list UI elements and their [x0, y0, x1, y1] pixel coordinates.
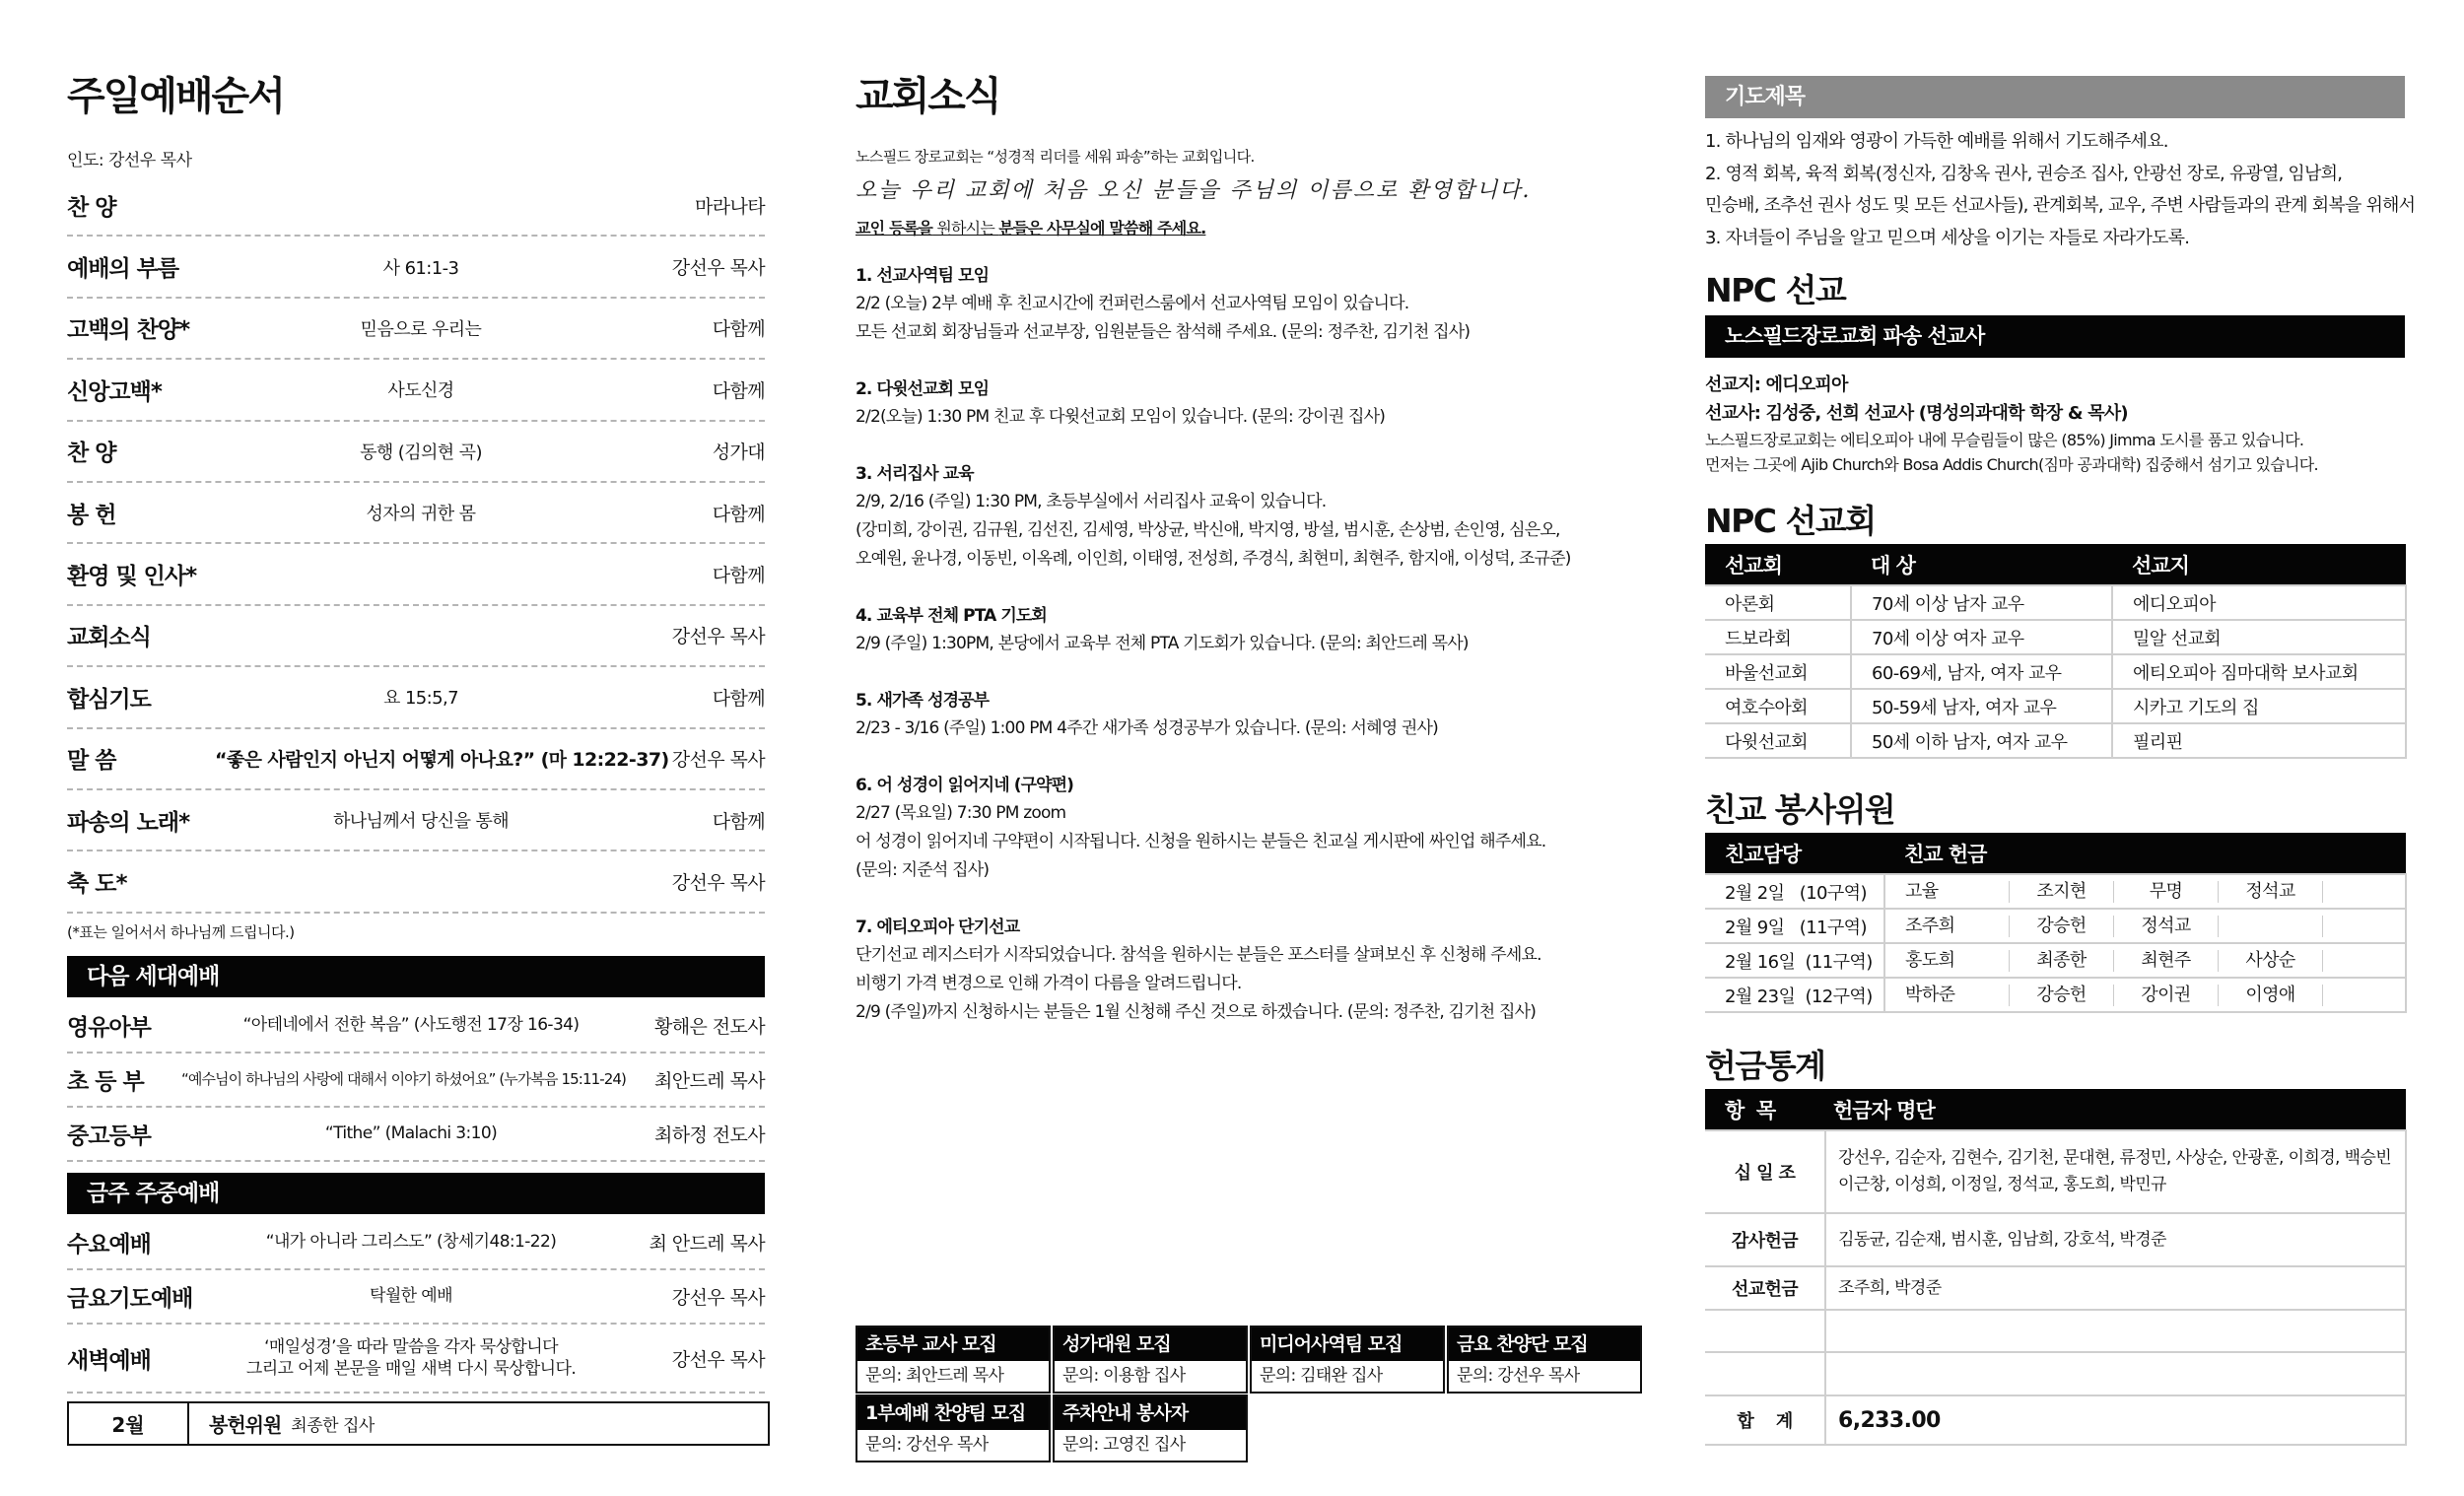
- register-part: 분들은 사무실에 말씀해 주세요.: [998, 219, 1206, 238]
- worship-item-leader: 강선우 목사: [671, 871, 765, 894]
- table-row: [1705, 874, 2406, 909]
- cell: 50-59세 남자, 여자 교우: [1851, 689, 2112, 723]
- cell: 60-69세, 남자, 여자 교우: [1851, 654, 2112, 689]
- recruit-card: [1053, 1394, 1248, 1462]
- fellowship-names: [1884, 874, 2406, 909]
- table-header-row: [1705, 1089, 2406, 1130]
- register-part: 원하시는: [932, 219, 999, 238]
- recruit-contact: 문의: 이용함 집사: [1062, 1366, 1186, 1386]
- cell: 다윗선교회: [1705, 723, 1851, 758]
- worship-item-sermon: [67, 729, 765, 790]
- recruit-contact: 문의: 강선우 목사: [1457, 1366, 1580, 1386]
- worship-item: [67, 606, 765, 667]
- offering-names: 조주희, 박경준: [1825, 1266, 2406, 1310]
- worship-order-list: [67, 175, 765, 914]
- worship-item-leader: 다함께: [712, 318, 765, 341]
- news-item-line: 비행기 가격 변경으로 인해 가격이 다름을 알려드립니다.: [856, 974, 1242, 993]
- name: 최종한: [2010, 950, 2114, 972]
- news-item-line: 2/2(오늘) 1:30 PM 친교 후 다윗선교회 모임이 있습니다. (문의: 강이권 집사): [856, 407, 1386, 427]
- service-desc-line: 그리고 어제 본문을 매일 새벽 다시 묵상합니다.: [245, 1359, 577, 1379]
- name: 최현주: [2114, 950, 2219, 972]
- table-row: [1705, 978, 2406, 1012]
- news-item-line: 단기선교 레지스터가 시작되었습니다. 참석을 원하시는 분들은 포스터를 살펴보신 후 신청해 주세요.: [856, 945, 1541, 965]
- recruit-title: 미디어사역팀 모집: [1252, 1327, 1443, 1361]
- cell: 에디오피아: [2112, 585, 2406, 620]
- name: 조주희: [1905, 916, 2010, 937]
- prayer-header: 기도제목: [1705, 76, 2405, 118]
- news-item-line: 2/27 (목요일) 7:30 PM zoom: [856, 803, 1066, 823]
- worship-item: [67, 360, 765, 421]
- worship-item-leader: 다함께: [712, 810, 765, 833]
- prayer-list: [1705, 126, 2415, 254]
- news-item-line: 오예원, 윤나경, 이동빈, 이옥례, 이인희, 이태영, 전성희, 주경식, 최현미, 최현주, 함지애, 이성덕, 조규준): [856, 549, 1571, 569]
- news-item: [856, 375, 1644, 432]
- worship-item-title: 예배의 부름: [67, 256, 179, 283]
- next-gen-header: 다음 세대예배: [67, 956, 765, 997]
- table-row: [1705, 909, 2406, 943]
- table-row: [1705, 1213, 2406, 1266]
- news-item-line: 모든 선교회 회장님들과 선교부장, 임원분들은 참석해 주세요. (문의: 정주찬, 김기천 집사): [856, 322, 1471, 342]
- table-header-row: [1705, 833, 2406, 874]
- col-header: 선교회: [1705, 544, 1851, 585]
- name: 조지현: [2010, 881, 2114, 903]
- worship-item-title: 말 씀: [67, 748, 116, 775]
- name: 정석교: [2219, 881, 2323, 903]
- news-item-line: 어 성경이 읽어지네 구약편이 시작됩니다. 신청을 원하시는 분들은 친교실 게시판에 싸인업 해주세요.: [856, 832, 1546, 851]
- offering-title: 헌금통계: [1705, 1047, 1825, 1085]
- worship-item-leader: 강선우 목사: [671, 257, 765, 280]
- table-row: [1705, 585, 2406, 620]
- news-item-line: 2/9, 2/16 (주일) 1:30 PM, 초등부실에서 서리집사 교육이 있습니다.: [856, 492, 1327, 511]
- offering-type: [1705, 1310, 1825, 1352]
- news-item: [856, 687, 1644, 743]
- worship-item-title: 환영 및 인사*: [67, 564, 197, 590]
- news-item-title: 2. 다윗선교회 모임: [856, 379, 990, 399]
- table-row: [1705, 1130, 2406, 1213]
- npc-groups-table: [1705, 544, 2407, 759]
- fellowship-table: [1705, 833, 2407, 1013]
- news-item: [856, 262, 1644, 347]
- dept-sermon: “아테네에서 전한 복음” (사도행전 17장 16-34): [242, 1015, 580, 1036]
- worship-item-title: 찬 양: [67, 441, 116, 467]
- church-news-title: 교회소식: [856, 74, 1000, 119]
- recruit-title: 주차안내 봉사자: [1055, 1396, 1246, 1430]
- worship-item: [67, 422, 765, 483]
- worship-item-detail: 하나님께서 당신을 통해: [332, 811, 510, 833]
- worship-item-detail: 성자의 귀한 몸: [366, 504, 476, 525]
- table-row: [1705, 654, 2406, 689]
- news-item-line: 2/9 (주일) 1:30PM, 본당에서 교육부 전체 PTA 기도회가 있습니다. (문의: 최안드레 목사): [856, 634, 1469, 653]
- service-description: [195, 1336, 627, 1380]
- worship-item-leader: 다함께: [712, 687, 765, 710]
- recruit-contact: 문의: 고영진 집사: [1062, 1435, 1186, 1455]
- worship-item-detail: 사 61:1-3: [382, 257, 459, 279]
- worship-item-title: 파송의 노래*: [67, 809, 190, 836]
- col-header: 선교지: [2112, 544, 2406, 585]
- cell: 필리핀: [2112, 723, 2406, 758]
- name: 강이권: [2114, 985, 2219, 1006]
- news-item: [856, 602, 1644, 658]
- table-row: [1705, 689, 2406, 723]
- worship-item-detail: 믿음으로 우리는: [360, 318, 482, 340]
- dept-title: 영유아부: [67, 1015, 151, 1041]
- cell: 밀알 선교회: [2112, 620, 2406, 654]
- mission-info: [1705, 371, 2415, 477]
- service-desc-line: ‘매일성경’을 따라 말씀을 각자 묵상합니다: [264, 1336, 558, 1357]
- worship-item: [67, 237, 765, 298]
- col-header: 헌금자 명단: [1825, 1089, 2406, 1130]
- fellowship-names: [1884, 978, 2406, 1012]
- news-item: [856, 914, 1644, 1027]
- news-item-line: 2/9 (주일)까지 신청하시는 분들은 1월 신청해 주신 것으로 하겠습니다. (문의: 정주찬, 김기천 집사): [856, 1002, 1537, 1022]
- service-preacher: 강선우 목사: [671, 1348, 765, 1371]
- next-gen-item: [67, 1108, 765, 1162]
- offering-table: [1705, 1089, 2407, 1446]
- service-title: 새벽예배: [67, 1347, 151, 1374]
- fellowship-names: [1884, 943, 2406, 978]
- worship-item-detail: 요 15:5,7: [383, 688, 458, 710]
- worship-leader: 인도: 강선우 목사: [67, 151, 192, 170]
- worship-item: [67, 299, 765, 360]
- register-part: 교인 등록을: [856, 219, 933, 238]
- news-item-line: (강미희, 강이권, 김규원, 김선진, 김세영, 박상균, 박신애, 박지영, 방설, 범시훈, 손상범, 손인영, 심은오,: [856, 520, 1560, 540]
- cell: 여호수아회: [1705, 689, 1851, 723]
- news-item-title: 5. 새가족 성경공부: [856, 691, 990, 711]
- worship-order-title: 주일예배순서: [67, 74, 284, 119]
- name: 홍도희: [1905, 950, 2010, 972]
- name: 무명: [2114, 881, 2219, 903]
- recruit-card: [856, 1394, 1051, 1462]
- fellowship-date: 2월 2일 (10구역): [1705, 874, 1884, 909]
- service-title: 금요기도예배: [67, 1286, 193, 1312]
- cell: 에티오피아 짐마대학 보사교회: [2112, 654, 2406, 689]
- dept-preacher: 황해은 전도사: [654, 1016, 765, 1038]
- cell: 드보라회: [1705, 620, 1851, 654]
- offering-names: 강선우, 김순자, 김현수, 김기천, 문대현, 류정민, 사상순, 안광훈, 이희경, 백승빈 이근창, 이성희, 이정일, 정석교, 홍도희, 박민규: [1825, 1130, 2406, 1213]
- recruit-card: [856, 1326, 1051, 1394]
- recruit-contact: 문의: 최안드레 목사: [865, 1366, 1004, 1386]
- news-item-title: 3. 서리집사 교육: [856, 464, 974, 484]
- weekday-item: [67, 1270, 765, 1325]
- cell: 50세 이하 남자, 여자 교우: [1851, 723, 2112, 758]
- fellowship-title: 친교 봉사위원: [1705, 790, 1895, 829]
- table-row: [1705, 620, 2406, 654]
- worship-item-leader: 다함께: [712, 565, 765, 587]
- weekday-list: [67, 1216, 765, 1394]
- prayer-line: 3. 자녀들이 주님을 알고 믿으며 세상을 이기는 자들로 자라가도록.: [1705, 227, 2190, 248]
- news-item: [856, 772, 1644, 885]
- sermon-title: “좋은 사람인지 아닌지 어떻게 아나요?” (마 12:22-37): [215, 749, 669, 772]
- missionary-name: 선교사: 김성중, 선희 선교사 (명성의과대학 학장 & 목사): [1705, 403, 2128, 424]
- next-gen-list: [67, 999, 765, 1162]
- prayer-line: 민승배, 조추선 권사 성도 및 모든 선교사들), 관계회복, 교우, 주변 사람들과의 관계 회복을 위해서: [1705, 195, 2416, 216]
- total-row: [1705, 1395, 2406, 1445]
- news-item-line: 2/2 (오늘) 2부 예배 후 친교시간에 컨퍼런스룸에서 선교사역팀 모임이 있습니다.: [856, 294, 1409, 313]
- worship-item-leader: 다함께: [712, 503, 765, 525]
- dept-sermon: “Tithe” (Malachi 3:10): [324, 1123, 498, 1144]
- recruit-card: [1053, 1326, 1248, 1394]
- offering-type: 감사헌금: [1705, 1213, 1825, 1266]
- table-row: [1705, 723, 2406, 758]
- dept-sermon: “예수님이 하나님의 사랑에 대해서 이야기 하셨어요” (누가복음 15:11-24): [180, 1069, 626, 1088]
- service-preacher: 강선우 목사: [671, 1287, 765, 1309]
- col-header: 친교 헌금: [1884, 833, 2406, 874]
- recruit-title: 성가대원 모집: [1055, 1327, 1246, 1361]
- registration-notice: [856, 216, 1205, 238]
- standing-note: (*표는 일어서서 하나님께 드립니다.): [67, 923, 295, 941]
- offering-names: [1825, 1352, 2406, 1395]
- service-preacher: 최 안드레 목사: [649, 1233, 765, 1255]
- worship-item-title: 교회소식: [67, 625, 151, 651]
- dept-preacher: 최안드레 목사: [654, 1070, 765, 1092]
- total-label: 합 계: [1705, 1395, 1825, 1445]
- worship-item-leader: 마라나타: [694, 195, 765, 218]
- col-header: 친교담당: [1705, 833, 1884, 874]
- name: 강승헌: [2010, 985, 2114, 1006]
- worship-item-leader: 다함께: [712, 379, 765, 402]
- news-item-title: 6. 어 성경이 읽어지네 (구약편): [856, 776, 1074, 795]
- table-header-row: [1705, 544, 2406, 585]
- table-row: [1705, 1310, 2406, 1352]
- cell: 시카고 기도의 집: [2112, 689, 2406, 723]
- worship-item-title: 찬 양: [67, 194, 116, 221]
- cell: 아론회: [1705, 585, 1851, 620]
- prayer-line: 1. 하나님의 임재와 영광이 가득한 예배를 위해서 기도해주세요.: [1705, 131, 2168, 152]
- fellowship-names: [1884, 909, 2406, 943]
- table-row: [1705, 943, 2406, 978]
- fellowship-date: 2월 9일 (11구역): [1705, 909, 1884, 943]
- news-item-title: 7. 에티오피아 단기선교: [856, 918, 1020, 937]
- welcome-message: 오늘 우리 교회에 처음 오신 분들을 주님의 이름으로 환영합니다.: [856, 178, 1532, 203]
- col-header: 대 상: [1851, 544, 2112, 585]
- recruit-contact: 문의: 김태완 집사: [1260, 1366, 1383, 1386]
- worship-item-detail: 사도신경: [387, 380, 454, 402]
- offering-committee-box: [67, 1401, 770, 1446]
- name: 사상순: [2219, 950, 2323, 972]
- news-item: [856, 460, 1644, 574]
- fellowship-date: 2월 23일 (12구역): [1705, 978, 1884, 1012]
- worship-item: [67, 483, 765, 544]
- dept-title: 중고등부: [67, 1123, 151, 1149]
- cell: 바울선교회: [1705, 654, 1851, 689]
- worship-item-leader: 성가대: [712, 442, 765, 464]
- worship-item-leader: 강선우 목사: [671, 626, 765, 648]
- name: 정석교: [2114, 916, 2219, 937]
- recruit-title: 금요 찬양단 모집: [1449, 1327, 1640, 1361]
- worship-item-title: 고백의 찬양*: [67, 317, 190, 344]
- npc-mission-title: NPC 선교: [1705, 271, 1846, 309]
- mission-desc: 먼저는 그곳에 Ajib Church와 Bosa Addis Church(짐마 공과대학) 집중해서 섬기고 있습니다.: [1705, 455, 2318, 474]
- committee-name: 최종한 집사: [291, 1416, 375, 1436]
- sent-missionary-header: 노스필드장로교회 파송 선교사: [1705, 315, 2405, 358]
- cell: 70세 이상 여자 교우: [1851, 620, 2112, 654]
- name: 고율: [1905, 881, 2010, 903]
- next-gen-item: [67, 999, 765, 1054]
- recruit-title: 초등부 교사 모집: [857, 1327, 1049, 1361]
- service-sermon: “내가 아니라 그리스도” (창세기48:1-22): [265, 1232, 557, 1253]
- worship-item-detail: 동행 (김의현 곡): [360, 442, 482, 463]
- cell: 70세 이상 남자 교우: [1851, 585, 2112, 620]
- worship-item: [67, 667, 765, 728]
- total-amount: 6,233.00: [1825, 1395, 2406, 1445]
- worship-item-title: 봉 헌: [67, 502, 116, 528]
- weekday-item: [67, 1216, 765, 1270]
- offering-type: [1705, 1352, 1825, 1395]
- mission-field: 선교지: 에디오피아: [1705, 374, 1848, 395]
- dept-preacher: 최하정 전도사: [654, 1124, 765, 1146]
- recruit-card: [1250, 1326, 1445, 1394]
- dept-title: 초 등 부: [67, 1069, 144, 1095]
- npc-groups-title: NPC 선교회: [1705, 502, 1876, 540]
- weekday-header: 금주 주중예배: [67, 1173, 765, 1214]
- worship-item: [67, 175, 765, 237]
- recruit-contact: 문의: 강선우 목사: [865, 1435, 989, 1455]
- worship-item-title: 신앙고백*: [67, 378, 162, 405]
- service-title: 수요예배: [67, 1232, 151, 1258]
- name: 박하준: [1905, 985, 2010, 1006]
- prayer-line: 2. 영적 회복, 육적 회복(정신자, 김창옥 권사, 권승조 집사, 안광선 장로, 유광열, 임남희,: [1705, 163, 2343, 184]
- recruit-card: [1447, 1326, 1642, 1394]
- table-row: [1705, 1352, 2406, 1395]
- recruit-title: 1부예배 찬양팀 모집: [857, 1396, 1049, 1430]
- news-item-title: 4. 교육부 전체 PTA 기도회: [856, 606, 1047, 626]
- worship-item: [67, 851, 765, 913]
- offering-names: [1825, 1310, 2406, 1352]
- news-item-line: (문의: 지준석 집사): [856, 860, 990, 880]
- church-intro: 노스필드 장로교회는 “성경적 리더를 세워 파송”하는 교회입니다.: [856, 148, 1255, 166]
- worship-item: [67, 544, 765, 605]
- news-item-title: 1. 선교사역팀 모임: [856, 266, 990, 286]
- offering-names: 김동균, 김순재, 범시훈, 임남희, 강호석, 박경준: [1825, 1213, 2406, 1266]
- committee-month: 2월: [69, 1403, 189, 1444]
- worship-item-title: 합심기도: [67, 686, 151, 713]
- col-header: 항 목: [1705, 1089, 1825, 1130]
- worship-item: [67, 790, 765, 851]
- offering-type: 십 일 조: [1705, 1130, 1825, 1213]
- name: 이영애: [2219, 985, 2323, 1006]
- name: 강승헌: [2010, 916, 2114, 937]
- fellowship-date: 2월 16일 (11구역): [1705, 943, 1884, 978]
- worship-item-leader: 강선우 목사: [671, 749, 765, 772]
- name: [2219, 916, 2323, 937]
- committee-label: 봉헌위원: [209, 1413, 282, 1437]
- service-sermon: 탁월한 예배: [370, 1286, 452, 1307]
- weekday-item: [67, 1325, 765, 1394]
- offering-type: 선교헌금: [1705, 1266, 1825, 1310]
- next-gen-item: [67, 1054, 765, 1108]
- table-row: [1705, 1266, 2406, 1310]
- news-item-line: 2/23 - 3/16 (주일) 1:00 PM 4주간 새가족 성경공부가 있습니다. (문의: 서혜영 권사): [856, 718, 1439, 738]
- mission-desc: 노스필드장로교회는 에티오피아 내에 무슬림들이 많은 (85%) Jimma 도시를 품고 있습니다.: [1705, 431, 2304, 449]
- worship-item-title: 축 도*: [67, 870, 127, 897]
